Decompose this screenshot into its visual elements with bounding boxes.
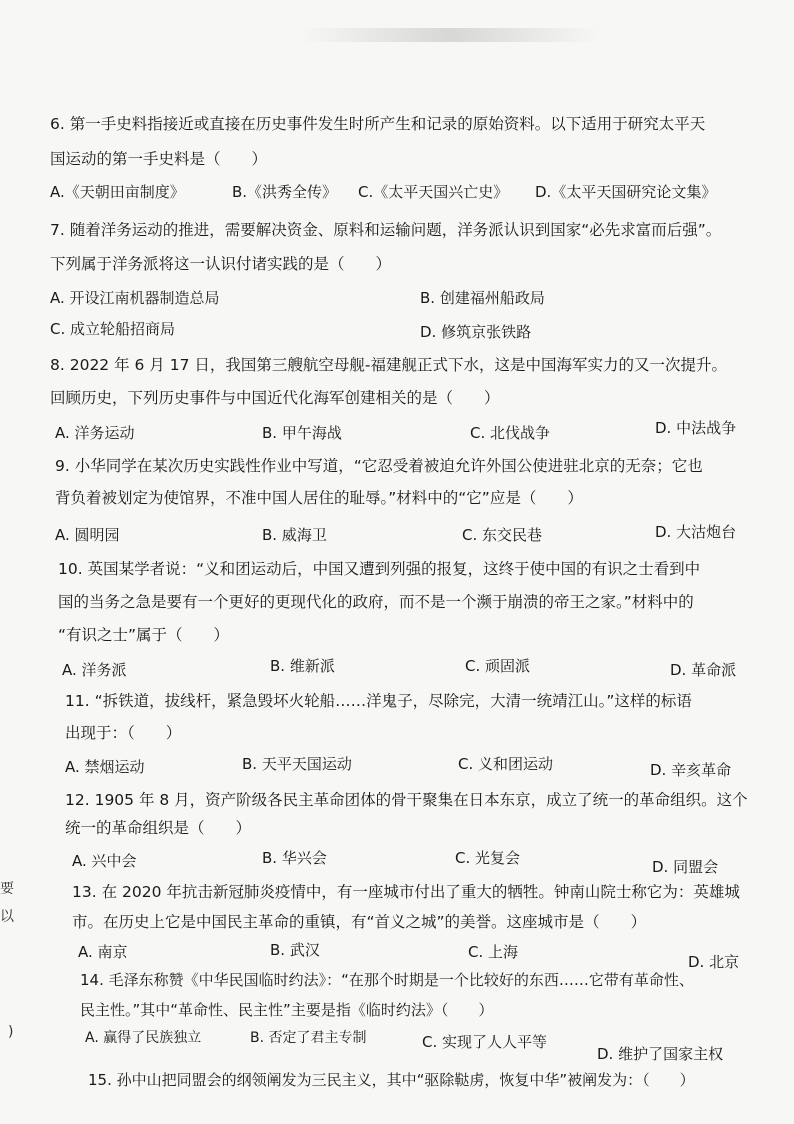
question-8-option-c: C. 北伐战争 xyxy=(470,424,551,442)
question-9-option-d: D. 大沽炮台 xyxy=(655,523,737,541)
question-7-text: 下列属于洋务派将这一认识付诸实践的是（ ） xyxy=(50,255,392,273)
question-13-option-d: D. 北京 xyxy=(688,953,740,971)
question-7-option-b: B. 创建福州船政局 xyxy=(420,289,545,307)
question-11-option-b: B. 天平天国运动 xyxy=(242,755,352,773)
question-9-text: 9. 小华同学在某次历史实践性作业中写道，“它忍受着被迫允许外国公使进驻北京的无奈；它也 xyxy=(55,457,703,475)
question-10-text: 10. 英国某学者说：“义和团运动后，中国又遭到列强的报复，这终于使中国的有识之士看到中 xyxy=(58,560,701,578)
question-15-text: 15. 孙中山把同盟会的纲领阐发为三民主义，其中“驱除鞑虏，恢复中华”被阐发为：（ ） xyxy=(88,1071,695,1089)
question-10-option-a: A. 洋务派 xyxy=(62,661,127,679)
question-7-option-c: C. 成立轮船招商局 xyxy=(50,320,176,338)
question-9-option-a: A. 圆明园 xyxy=(55,526,120,544)
question-10-option-c: C. 顽固派 xyxy=(465,657,531,675)
question-13-text: 13. 在 2020 年抗击新冠肺炎疫情中，有一座城市付出了重大的牺牲。钟南山院士称它为：英雄城 xyxy=(72,883,740,901)
question-10-text: “有识之士”属于（ ） xyxy=(58,626,230,644)
question-13-option-a: A. 南京 xyxy=(78,943,128,961)
question-11-text: 出现于：（ ） xyxy=(65,724,182,742)
question-8-text: 回顾历史，下列历史事件与中国近代化海军创建相关的是（ ） xyxy=(50,389,500,407)
question-12-option-b: B. 华兴会 xyxy=(262,849,327,867)
question-11-text: 11. “拆铁道，拔线杆，紧急毁坏火轮船……洋鬼子，尽除完，大清一统靖江山。”这样的标语 xyxy=(65,692,692,710)
question-12-option-a: A. 兴中会 xyxy=(72,852,137,870)
question-11-option-c: C. 义和团运动 xyxy=(458,755,554,773)
question-7-option-d: D. 修筑京张铁路 xyxy=(420,323,532,341)
question-14-option-d: D. 维护了国家主权 xyxy=(597,1045,724,1063)
question-9-option-b: B. 威海卫 xyxy=(262,526,327,544)
question-13-option-b: B. 武汉 xyxy=(270,941,320,959)
question-6-option-d: D.《太平天国研究论文集》 xyxy=(535,183,717,201)
question-6-text: 6. 第一手史料指接近或直接在历史事件发生时所产生和记录的原始资料。以下适用于研究太平天 xyxy=(50,115,706,133)
question-8-option-a: A. 洋务运动 xyxy=(55,424,135,442)
question-10-option-d: D. 革命派 xyxy=(670,661,737,679)
question-11-option-a: A. 禁烟运动 xyxy=(65,758,145,776)
question-14-text: 民主性。”其中“革命性、民主性”主要是指《临时约法》（ ） xyxy=(80,1001,494,1019)
question-12-text: 12. 1905 年 8 月，资产阶级各民主革命团体的骨干聚集在日本东京，成立了统一的革命组织。这个 xyxy=(65,791,748,809)
question-12-option-c: C. 光复会 xyxy=(455,849,521,867)
scan-smudge xyxy=(300,28,600,42)
question-6-option-c: C.《太平天国兴亡史》 xyxy=(358,183,509,201)
question-14-text: 14. 毛泽东称赞《中华民国临时约法》：“在那个时期是一个比较好的东西……它带有革命性、 xyxy=(80,971,694,989)
question-8-option-b: B. 甲午海战 xyxy=(262,424,342,442)
question-6-option-a: A.《天朝田亩制度》 xyxy=(50,183,185,201)
question-12-text: 统一的革命组织是（ ） xyxy=(65,819,252,837)
question-12-option-d: D. 同盟会 xyxy=(652,858,719,876)
question-6-text: 国运动的第一手史料是（ ） xyxy=(50,150,268,168)
question-14-option-a: A. 赢得了民族独立 xyxy=(85,1030,202,1046)
question-7-text: 7. 随着洋务运动的推进，需要解决资金、原料和运输问题，洋务派认识到国家“必先求富而后强”。 xyxy=(50,221,722,239)
question-8-option-d: D. 中法战争 xyxy=(655,419,737,437)
question-9-option-c: C. 东交民巷 xyxy=(462,526,543,544)
question-8-text: 8. 2022 年 6 月 17 日，我国第三艘航空母舰-福建舰正式下水，这是中国海军实力的又一次提升。 xyxy=(50,356,727,374)
question-10-option-b: B. 维新派 xyxy=(270,657,335,675)
margin-char: ) xyxy=(8,1024,14,1040)
question-11-option-d: D. 辛亥革命 xyxy=(650,761,732,779)
question-6-option-b: B.《洪秀全传》 xyxy=(232,183,338,201)
question-14-option-b: B. 否定了君主专制 xyxy=(250,1030,367,1046)
question-9-text: 背负着被划定为使馆界，不准中国人居住的耻辱。”材料中的“它”应是（ ） xyxy=(55,489,583,507)
question-7-option-a: A. 开设江南机器制造总局 xyxy=(50,289,220,307)
margin-char: 要 xyxy=(0,881,14,897)
question-14-option-c: C. 实现了人人平等 xyxy=(422,1033,548,1051)
question-10-text: 国的当务之急是要有一个更好的更现代化的政府，而不是一个濒于崩溃的帝王之家。”材料中的 xyxy=(58,593,694,611)
question-13-text: 市。在历史上它是中国民主革命的重镇，有“首义之城”的美誉。这座城市是（ ） xyxy=(72,913,647,931)
question-13-option-c: C. 上海 xyxy=(468,943,519,961)
margin-char: 以 xyxy=(0,909,14,925)
